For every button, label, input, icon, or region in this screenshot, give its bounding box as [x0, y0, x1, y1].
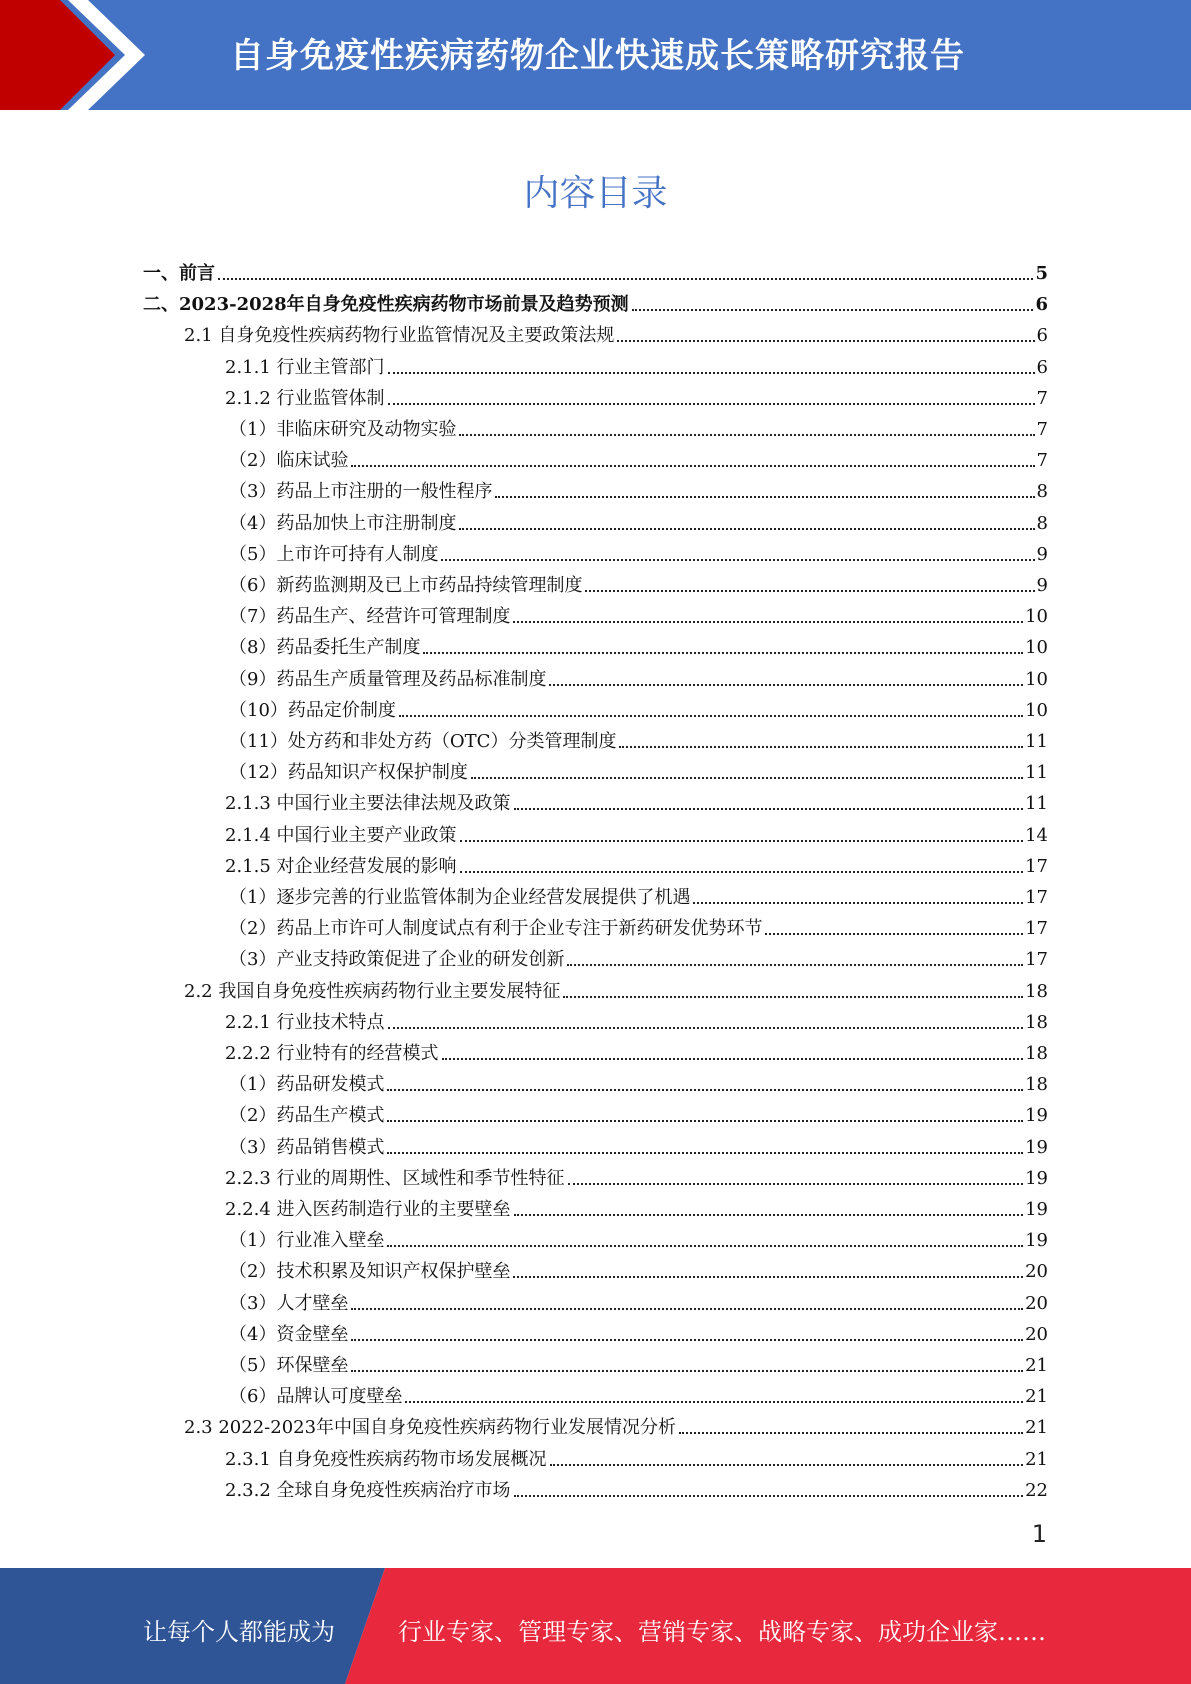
toc-entry[interactable]	[229, 410, 1048, 441]
toc-entry-page: 7	[1036, 387, 1048, 409]
toc-entry[interactable]	[229, 909, 1048, 940]
toc-entry-title: 2.1.3 中国行业主要法律法规及政策	[225, 793, 511, 815]
toc-entry-title: 一、前言	[143, 263, 215, 284]
footer-slogan-right: 行业专家、管理专家、营销专家、战略专家、成功企业家……	[398, 1618, 1046, 1646]
footer-banner	[0, 1568, 1191, 1684]
toc-entry-page: 14	[1025, 824, 1048, 846]
page-number: 1	[1031, 1520, 1047, 1548]
toc-entry-title: 2.2.3 行业的周期性、区域性和季节性特征	[225, 1167, 565, 1189]
toc-leader-dots	[471, 776, 1023, 779]
toc-entry-page: 19	[1025, 1105, 1048, 1127]
toc-entry-title: 2.2.1 行业技术特点	[225, 1011, 385, 1033]
toc-entry-page: 22	[1025, 1479, 1048, 1501]
toc-entry-title: 2.1.4 中国行业主要产业政策	[225, 824, 457, 846]
toc-entry-page: 10	[1025, 668, 1048, 690]
toc-leader-dots	[679, 1431, 1023, 1434]
toc-entry-title: （1）逐步完善的行业监管体制为企业经营发展提供了机遇	[229, 887, 691, 908]
toc-leader-dots	[550, 1463, 1024, 1466]
toc-entry-page: 19	[1025, 1167, 1048, 1189]
toc-entry[interactable]	[225, 784, 1048, 815]
toc-entry[interactable]	[229, 1284, 1048, 1315]
toc-leader-dots	[514, 1494, 1024, 1497]
toc-entry-title: 2.1.2 行业监管体制	[225, 387, 385, 409]
toc-leader-dots	[388, 371, 1035, 374]
toc-leader-dots	[563, 995, 1023, 998]
toc-leader-dots	[351, 1338, 1023, 1341]
toc-leader-dots	[351, 464, 1034, 467]
toc-leader-dots	[513, 620, 1023, 623]
toc-entry-page: 7	[1036, 419, 1048, 440]
toc-entry[interactable]	[225, 816, 1048, 847]
toc-leader-dots	[218, 277, 1033, 280]
toc-leader-dots	[617, 339, 1034, 342]
toc-entry[interactable]	[229, 597, 1048, 628]
toc-entry-title: （10）药品定价制度	[229, 699, 396, 721]
toc-entry[interactable]	[229, 1252, 1048, 1283]
toc-entry-page: 20	[1025, 1292, 1048, 1314]
toc-heading: 内容目录	[523, 173, 668, 214]
toc-entry-title: （12）药品知识产权保护制度	[229, 762, 468, 784]
toc-entry-title: （5）环保壁垒	[229, 1355, 349, 1376]
toc-entry[interactable]	[229, 753, 1048, 784]
toc-entry-page: 21	[1025, 1417, 1048, 1439]
toc-entry[interactable]	[229, 566, 1048, 597]
toc-entry-title: 二、2023-2028年自身免疫性疾病药物市场前景及趋势预测	[143, 294, 629, 316]
toc-leader-dots	[460, 870, 1024, 873]
toc-entry-page: 18	[1025, 1011, 1048, 1033]
toc-entry-title: （3）人才壁垒	[229, 1292, 349, 1314]
toc-entry-title: （8）药品委托生产制度	[229, 637, 421, 659]
toc-entry-title: （6）新药监测期及已上市药品持续管理制度	[229, 575, 583, 596]
toc-entry[interactable]	[184, 972, 1048, 1003]
toc-leader-dots	[387, 1151, 1023, 1154]
toc-leader-dots	[351, 1307, 1023, 1310]
toc-entry[interactable]	[225, 348, 1048, 379]
toc-entry-page: 19	[1025, 1230, 1048, 1252]
toc-entry[interactable]	[229, 1221, 1048, 1252]
toc-entry-title: （1）行业准入壁垒	[229, 1230, 385, 1252]
toc-leader-dots	[442, 1057, 1024, 1060]
toc-entry-title: （2）药品生产模式	[229, 1105, 385, 1127]
toc-leader-dots	[513, 1275, 1023, 1278]
toc-entry-page: 6	[1035, 294, 1048, 316]
toc-leader-dots	[388, 1026, 1024, 1029]
toc-entry-title: （11）处方药和非处方药（OTC）分类管理制度	[229, 731, 617, 752]
toc-entry-page: 20	[1025, 1261, 1048, 1283]
toc-entry-page: 21	[1025, 1448, 1048, 1470]
toc-entry[interactable]	[229, 1377, 1048, 1408]
toc-entry[interactable]	[225, 1190, 1048, 1221]
header-arrow-icon	[0, 0, 150, 110]
toc-leader-dots	[693, 901, 1023, 904]
toc-entry-title: （4）药品加快上市注册制度	[229, 512, 457, 534]
toc-entry-title: （6）品牌认可度壁垒	[229, 1386, 403, 1408]
toc-entry[interactable]	[229, 722, 1048, 753]
toc-entry[interactable]	[229, 535, 1048, 566]
toc-leader-dots	[351, 1369, 1023, 1372]
toc-entry-title: 2.1.5 对企业经营发展的影响	[225, 855, 457, 877]
toc-entry-page: 11	[1025, 793, 1048, 815]
toc-entry-page: 11	[1025, 762, 1048, 784]
toc-entry-title: （2）技术积累及知识产权保护壁垒	[229, 1261, 511, 1283]
toc-entry-title: （4）资金壁垒	[229, 1323, 349, 1345]
toc-entry-title: 2.3 2022-2023年中国自身免疫性疾病药物行业发展情况分析	[184, 1417, 677, 1439]
toc-entry[interactable]	[229, 878, 1048, 909]
toc-leader-dots	[568, 1182, 1024, 1185]
toc-entry-page: 17	[1025, 918, 1048, 940]
toc-entry-page: 18	[1025, 1074, 1048, 1096]
toc-entry-page: 10	[1025, 606, 1048, 628]
toc-entry[interactable]	[143, 254, 1048, 285]
toc-entry-page: 17	[1025, 949, 1048, 971]
toc-entry[interactable]	[184, 1408, 1048, 1439]
toc-entry[interactable]	[225, 379, 1048, 410]
toc-leader-dots	[514, 807, 1024, 810]
toc-entry-title: （2）临床试验	[229, 450, 349, 472]
toc-entry-page: 8	[1036, 512, 1048, 534]
toc-leader-dots	[459, 527, 1034, 530]
toc-entry-title: 2.3.1 自身免疫性疾病药物市场发展概况	[225, 1448, 547, 1470]
toc-entry[interactable]	[229, 628, 1048, 659]
toc-entry[interactable]	[225, 1440, 1048, 1471]
toc-entry[interactable]	[229, 1346, 1048, 1377]
toc-entry-page: 11	[1025, 731, 1048, 752]
toc-entry[interactable]	[229, 660, 1048, 691]
toc-entry-title: 2.1.1 行业主管部门	[225, 356, 385, 378]
toc-entry-title: 2.2.4 进入医药制造行业的主要壁垒	[225, 1199, 511, 1220]
toc-entry-page: 19	[1025, 1199, 1048, 1220]
toc-leader-dots	[460, 839, 1024, 842]
header-bar	[0, 0, 1191, 110]
toc-leader-dots	[632, 308, 1034, 311]
toc-leader-dots	[549, 683, 1023, 686]
toc-leader-dots	[495, 495, 1034, 498]
toc-entry[interactable]	[229, 691, 1048, 722]
toc-entry-page: 9	[1036, 575, 1048, 596]
toc-entry[interactable]	[229, 472, 1048, 503]
toc-leader-dots	[388, 402, 1035, 405]
toc-entry-page: 5	[1035, 263, 1048, 284]
toc-entry-title: （1）非临床研究及动物实验	[229, 419, 457, 440]
toc-entry-title: （7）药品生产、经营许可管理制度	[229, 606, 511, 628]
toc-leader-dots	[405, 1400, 1023, 1403]
toc-entry[interactable]	[225, 1471, 1048, 1502]
toc-entry[interactable]	[229, 1128, 1048, 1159]
toc-entry-page: 8	[1036, 481, 1048, 503]
toc-entry[interactable]	[225, 847, 1048, 878]
toc-leader-dots	[567, 963, 1023, 966]
toc-entry-page: 19	[1025, 1136, 1048, 1158]
toc-entry[interactable]	[143, 285, 1048, 316]
toc-entry[interactable]	[229, 940, 1048, 971]
toc-entry-title: 2.2.2 行业特有的经营模式	[225, 1043, 439, 1064]
toc-leader-dots	[387, 1088, 1023, 1091]
toc-entry[interactable]	[225, 1003, 1048, 1034]
toc-leader-dots	[585, 589, 1034, 592]
toc-entry-page: 21	[1025, 1386, 1048, 1408]
report-title: 自身免疫性疾病药物企业快速成长策略研究报告	[230, 36, 965, 76]
toc-leader-dots	[387, 1244, 1023, 1247]
toc-entry-title: （3）药品上市注册的一般性程序	[229, 481, 493, 503]
toc-entry-page: 10	[1025, 699, 1048, 721]
toc-entry[interactable]	[229, 504, 1048, 535]
toc-entry-page: 9	[1036, 543, 1048, 565]
toc-leader-dots	[423, 651, 1023, 654]
toc-entry-page: 20	[1025, 1323, 1048, 1345]
toc-entry-page: 17	[1025, 887, 1048, 908]
toc-entry-title: 2.3.2 全球自身免疫性疾病治疗市场	[225, 1479, 511, 1501]
toc-leader-dots	[387, 1119, 1023, 1122]
toc-entry-page: 7	[1036, 450, 1048, 472]
toc-entry-page: 10	[1025, 637, 1048, 659]
toc-entry-page: 6	[1036, 325, 1048, 347]
toc-entry-title: （5）上市许可持有人制度	[229, 543, 439, 565]
toc-entry-title: 2.1 自身免疫性疾病药物行业监管情况及主要政策法规	[184, 325, 615, 347]
toc-entry-title: （9）药品生产质量管理及药品标准制度	[229, 668, 547, 690]
toc-entry-title: 2.2 我国自身免疫性疾病药物行业主要发展特征	[184, 980, 561, 1002]
toc-entry-title: （3）产业支持政策促进了企业的研发创新	[229, 949, 565, 971]
toc-entry-title: （1）药品研发模式	[229, 1074, 385, 1096]
toc-entry-page: 18	[1025, 980, 1048, 1002]
toc-entry[interactable]	[225, 1034, 1048, 1065]
toc-leader-dots	[619, 745, 1023, 748]
toc-leader-dots	[441, 558, 1034, 561]
footer-slogan-left: 让每个人都能成为	[143, 1618, 335, 1646]
toc-entry-title: （3）药品销售模式	[229, 1136, 385, 1158]
toc-entry[interactable]	[229, 1315, 1048, 1346]
toc-entry-page: 18	[1025, 1043, 1048, 1064]
toc-entry[interactable]	[229, 1096, 1048, 1127]
toc-entry-page: 6	[1036, 356, 1048, 378]
toc-leader-dots	[514, 1213, 1024, 1216]
toc-leader-dots	[399, 714, 1023, 717]
toc-entry[interactable]	[225, 1159, 1048, 1190]
toc-entry[interactable]	[184, 316, 1048, 347]
toc-leader-dots	[459, 433, 1034, 436]
toc-entry-page: 21	[1025, 1355, 1048, 1376]
toc-entry[interactable]	[229, 1065, 1048, 1096]
toc-entry-title: （2）药品上市许可人制度试点有利于企业专注于新药研发优势环节	[229, 918, 763, 940]
toc-leader-dots	[765, 932, 1023, 935]
toc-entry-page: 17	[1025, 855, 1048, 877]
toc-entry[interactable]	[229, 441, 1048, 472]
